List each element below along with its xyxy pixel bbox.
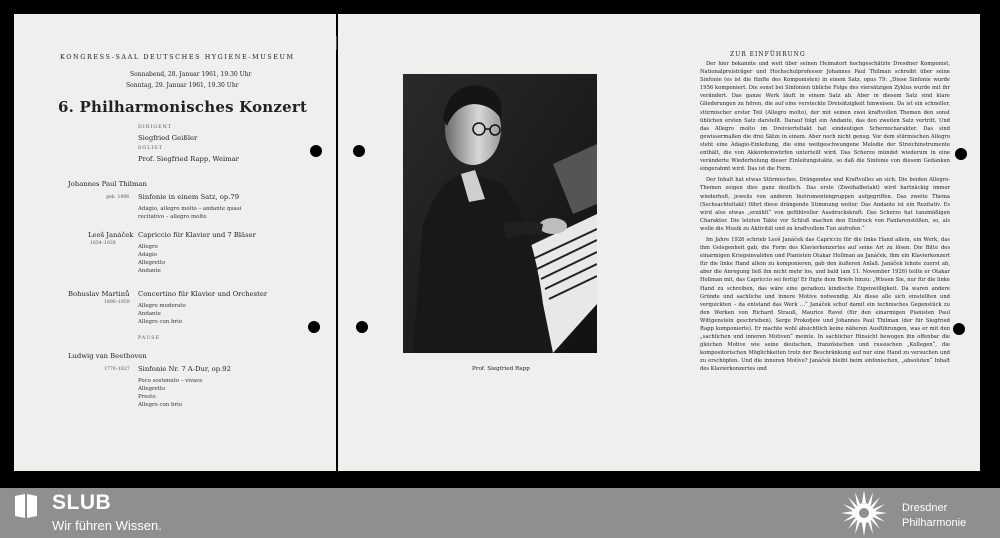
movement: Presto: [138, 394, 156, 400]
essay-paragraph: Der Inhalt hat etwas Stürmisches, Drängendes und Kraftvolles an sich. Die beiden Allegro-Themen zeigen dies ganz deutlich. Das erste (Zweihalbetakt) wird hartnäckig immer wiederholt, jeweils von anderen Instrumentengruppen aufgegriffen. Das zweite Thema (Sechsachteltakt) führt diese drängende Stimmung weiter. Das Andante ist ein Rezitativ. Es wird also etwas „erzählt“ von gefühlvoller Ausdruckskraft. Das Scherzo hat tanzmäßigen Charakter. Die letzten Takte vor Schluß machen den Eindruck von Fanfarenstößen, so, als wolle die Musik zu Aktivität und zu kraftvollem Tun aufrufen.“: [700, 177, 950, 232]
movement: Adagio, allegro molto – andante quasi: [138, 206, 242, 212]
composer-years: 1770–1827: [104, 367, 130, 372]
venue: KONGRESS-SAAL DEUTSCHES HYGIENE-MUSEUM: [60, 53, 295, 61]
punch-hole: [356, 321, 368, 333]
partner-name-line1: Dresdner: [902, 502, 948, 514]
movement: Allegro con brio: [138, 319, 182, 325]
slub-logo-text[interactable]: SLUB: [52, 491, 112, 514]
work-title: Concertino für Klavier und Orchester: [138, 290, 268, 298]
punch-hole: [353, 145, 365, 157]
soloist-name: Prof. Siegfried Rapp, Weimar: [138, 155, 239, 163]
punch-hole: [310, 145, 322, 157]
conductor-name: Siegfried Geißler: [138, 134, 198, 142]
partner-name-line2: Philharmonie: [902, 517, 967, 529]
punch-hole: [308, 321, 320, 333]
pianist-photo-graphic: [403, 74, 597, 353]
composer-years: 1854–1928: [90, 241, 116, 246]
movement: Allegro moderato: [138, 303, 186, 309]
pianist-photo: [403, 74, 597, 353]
composer-years: geb. 1906: [106, 195, 130, 200]
movement: Allegretto: [138, 260, 166, 266]
work-title: Sinfonie Nr. 7 A-Dur, op.92: [138, 365, 231, 373]
movement: recitativo – allegro molto: [138, 214, 207, 220]
movement: Adagio: [138, 252, 157, 258]
movement: Andante: [138, 311, 161, 317]
essay-body: [700, 60, 950, 377]
fold-mark: [336, 36, 337, 50]
philharmonie-star-icon[interactable]: [838, 488, 890, 538]
composer-years: 1890–1959: [104, 300, 130, 305]
essay-paragraph: Der hier bekannte und weit über seinen Heimatort hochgeschätzte Dresdner Komponist, Nationalpreisträger und Hochschulprofessor Johannes Paul Thilman schreibt über seine Sinfonie (es ist die fünfte des Komponisten) in einem Satz, opus 79: „Diese Sinfonie wurde 1956 komponiert. Die sonst bei Sinfonien übliche Folge des viersätzigen Zyklus wurde mit ihr verändert. Das ganze Werk läuft in einem Satz ab. Aber in diesem Satz sind klare Gliederungen zu hören, die auf eine versteckte Dreisätzigkeit hinweisen. Da ist ein schneller, stürmischer erster Teil (Allegro molto), der mit seinen zwei kraftvollen Themen den sonst üblichen ersten Satz darstellt. Darauf folgt ein Andante, das den zweiten Satz vertritt. Und das Allegro molto im Dreivierteltakt hat eindeutigen Scherzocharakter. Das sind gewissermaßen die drei Sätze in einem. Aber noch nicht genug. Vor dem stürmischen Allegro steht eine Adagio-Einleitung, die eine weitgeschwungene Melodie der Streichinstrumente enthält, die von Akkordeinwürfen unterteilt wird. Das Scherzo mündet wiederum in eine veränderte Wiederholung dieser Einleitungstakte, so daß die Sinfonie von diesem Gedanken eingerahmt wird. Das ist die Form.: [700, 61, 950, 173]
soloist-role: SOLIST: [138, 146, 163, 151]
concert-title: 6. Philharmonisches Konzert: [58, 98, 308, 116]
pause-label: PAUSE: [138, 336, 161, 341]
composer: Johannes Paul Thilman: [68, 180, 147, 188]
essay-paragraph: Im Jahre 1926 schrieb Leoš Janáček das Capriccio für die linke Hand allein, ein Werk, das ihm Gelegenheit gab, die Form des Klavierkonzertes auf seine Art zu lösen. Die Bitte des einarmigen Kriegsinvaliden und Pianisten Otakar Hollman an Janáček, ihm ein Klavierkonzert für die linke Hand allein zu komponieren, gab den äußeren Anlaß. Janáček lehnte zuerst ab, aber die Anregung ließ ihn nicht mehr los, und bald (am 11. November 1926) teilte er Otakar Hollman mit, das Capriccio sei fertig! Er fügte dem Briefe hinzu: „Wissen Sie, nur für die linke Hand zu schreiben, das wäre eine geradezu kindische Eigenwilligkeit. Da waren andere Gründe und sachliche und innere Motive notwendig. Als diese alle sich einstellten und verquickten – da entstand das Werk …“ Janáček schuf damit ein technisches Gegenstück zu den Werken von Richard Strauß, Maurice Ravel (für den einarmigen Pianisten Paul Wittgenstein geschrieben), Serge Prokofjew und Johannes Paul Thilman (der für Siegfried Rapp komponierte). Er machte wohl absichtlich keine näheren Ausführungen, was er mit den „sachlichen und inneren Motiven“ meinte. In sachlicher Hinsicht bewogen ihn offenbar die gleichen Motive wie seine deutschen, französischen und russischen „Kollegen“, die kompositorischen Möglichkeiten trotz der Beschränkung auf nur eine Hand zu versuchen und zu erschöpfen. Und die inneren Motive? Janáček bleibt beim sinfonischen, „absoluten“ Inhalt des Klavierkonzertes und: [700, 236, 950, 373]
movement: Allegro: [138, 244, 158, 250]
slub-book-icon[interactable]: [12, 492, 40, 520]
essay-heading: ZUR EINFÜHRUNG: [730, 51, 806, 58]
slub-tagline: Wir führen Wissen.: [52, 518, 162, 533]
movement: Andante: [138, 268, 161, 274]
punch-hole: [955, 148, 967, 160]
date-sunday: Sonntag, 29. Januar 1961, 19.30 Uhr: [126, 82, 239, 89]
punch-hole: [953, 323, 965, 335]
photo-caption: Prof. Siegfried Rapp: [472, 366, 530, 372]
date-saturday: Sonnabend, 28. Januar 1961, 19.30 Uhr: [130, 71, 252, 78]
composer: Bohuslav Martinů: [68, 290, 130, 298]
conductor-role: DIRIGENT: [138, 125, 172, 130]
work-title: Sinfonie in einem Satz, op.79: [138, 193, 240, 201]
movement: Poco sostenuto – vivace: [138, 378, 203, 384]
movement: Allegretto: [138, 386, 166, 392]
work-title: Capriccio für Klavier und 7 Bläser: [138, 231, 256, 239]
movement: Allegro con brio: [138, 402, 182, 408]
composer: Leoš Janáček: [88, 231, 134, 239]
composer: Ludwig van Beethoven: [68, 352, 147, 360]
